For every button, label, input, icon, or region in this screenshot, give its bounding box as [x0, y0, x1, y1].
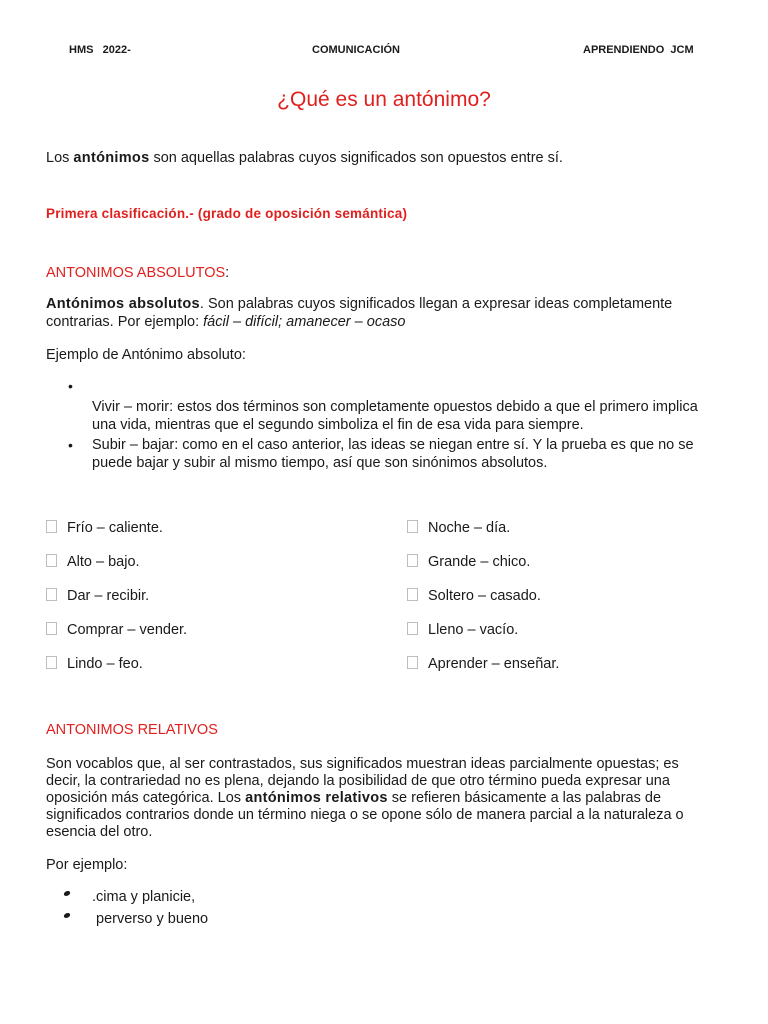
pair-item [407, 519, 510, 537]
pair-text: Noche – día. [428, 520, 511, 536]
relativos-para-bold: antónimos relativos [245, 790, 388, 806]
checkbox-icon [407, 622, 418, 635]
checkbox-icon [407, 656, 418, 669]
pair-text: Aprender – enseñar. [428, 656, 560, 672]
example-text: .cima y planicie, [92, 889, 196, 905]
list-item [46, 398, 706, 434]
bullet-icon: • [68, 437, 73, 453]
page-header [0, 44, 768, 60]
absolutos-bullet-list [46, 377, 706, 472]
bullet-text: Subir – bajar: como en el caso anterior, las ideas se niegan entre sí. Y la prueba es que no se puede bajar y subir al mismo tiempo, así que son sinónimos absolutos. [92, 437, 694, 471]
bullet-icon: • [68, 378, 73, 394]
absolutos-ejemplo-label: Ejemplo de Antónimo absoluto: [46, 347, 246, 363]
pair-item [46, 519, 163, 537]
pair-item [46, 587, 149, 605]
pair-text: Alto – bajo. [67, 554, 140, 570]
pair-item [46, 553, 140, 571]
page-title: ¿Qué es un antónimo? [277, 88, 491, 111]
checkbox-icon [46, 520, 57, 533]
checkbox-icon [407, 520, 418, 533]
absolutos-heading-colon: : [225, 265, 230, 281]
checkbox-icon [46, 588, 57, 601]
relativos-para-pre: Son vocablos que, al ser contrastados, sus significados muestran ideas parcialmente opuestas; es decir, la contrariedad no es plena, dejando la posibilidad de que otro término pueda expresar una oposición más categórica. Los [46, 756, 679, 806]
absolutos-definition [46, 295, 722, 331]
bullet-icon [63, 891, 71, 896]
intro-post: son aquellas palabras cuyos significados son opuestos entre sí. [149, 150, 563, 166]
pair-text: Lleno – vacío. [428, 622, 519, 638]
absolutos-heading [46, 264, 726, 282]
pair-text: Comprar – vender. [67, 622, 188, 638]
checkbox-icon [46, 622, 57, 635]
pair-text: Lindo – feo. [67, 656, 143, 672]
pair-item [407, 553, 530, 571]
list-item [46, 377, 706, 398]
pair-item [407, 621, 518, 639]
relativos-ejemplo-label: Por ejemplo: [46, 857, 128, 873]
absolutos-def-bold: Antónimos absolutos [46, 296, 200, 312]
pair-item [46, 621, 187, 639]
checkbox-icon [407, 554, 418, 567]
intro-pre: Los [46, 150, 74, 166]
pair-text: Frío – caliente. [67, 520, 163, 536]
relativos-paragraph [46, 756, 716, 841]
primera-clasificacion-heading: Primera clasificación.- (grado de oposición semántica) [46, 206, 408, 221]
absolutos-heading-text: ANTONIMOS ABSOLUTOS [46, 265, 226, 281]
pair-item [407, 655, 559, 673]
absolutos-def-text: . Son palabras cuyos significados llegan a expresar ideas completamente contrarias. Por ejemplo: [46, 296, 673, 330]
intro-bold: antónimos [73, 150, 150, 166]
header-left: HMS 2022- [69, 44, 131, 56]
relativos-para-post: se refieren básicamente a las palabras de significados contrarios donde un término niega o se opone sólo de manera parcial a la naturaleza o esencia del otro. [46, 790, 684, 840]
pair-text: Grande – chico. [428, 554, 531, 570]
checkbox-icon [407, 588, 418, 601]
intro-paragraph [46, 149, 726, 167]
bullet-icon [63, 913, 71, 918]
absolutos-def-italic: fácil – difícil; amanecer – ocaso [203, 314, 406, 330]
header-right: APRENDIENDO JCM [583, 44, 694, 56]
relativos-heading: ANTONIMOS RELATIVOS [46, 722, 218, 738]
bullet-text: Vivir – morir: estos dos términos son completamente opuestos debido a que el primero implica una vida, mientras que el segundo simboliza el fin de esa vida para siempre. [92, 399, 698, 433]
pair-text: Dar – recibir. [67, 588, 150, 604]
example-text: perverso y bueno [92, 911, 209, 927]
list-item [46, 436, 706, 472]
checkbox-icon [46, 656, 57, 669]
checkbox-icon [46, 554, 57, 567]
pair-text: Soltero – casado. [428, 588, 541, 604]
pair-item [46, 655, 143, 673]
header-center: COMUNICACIÓN [312, 44, 400, 56]
pair-item [407, 587, 541, 605]
